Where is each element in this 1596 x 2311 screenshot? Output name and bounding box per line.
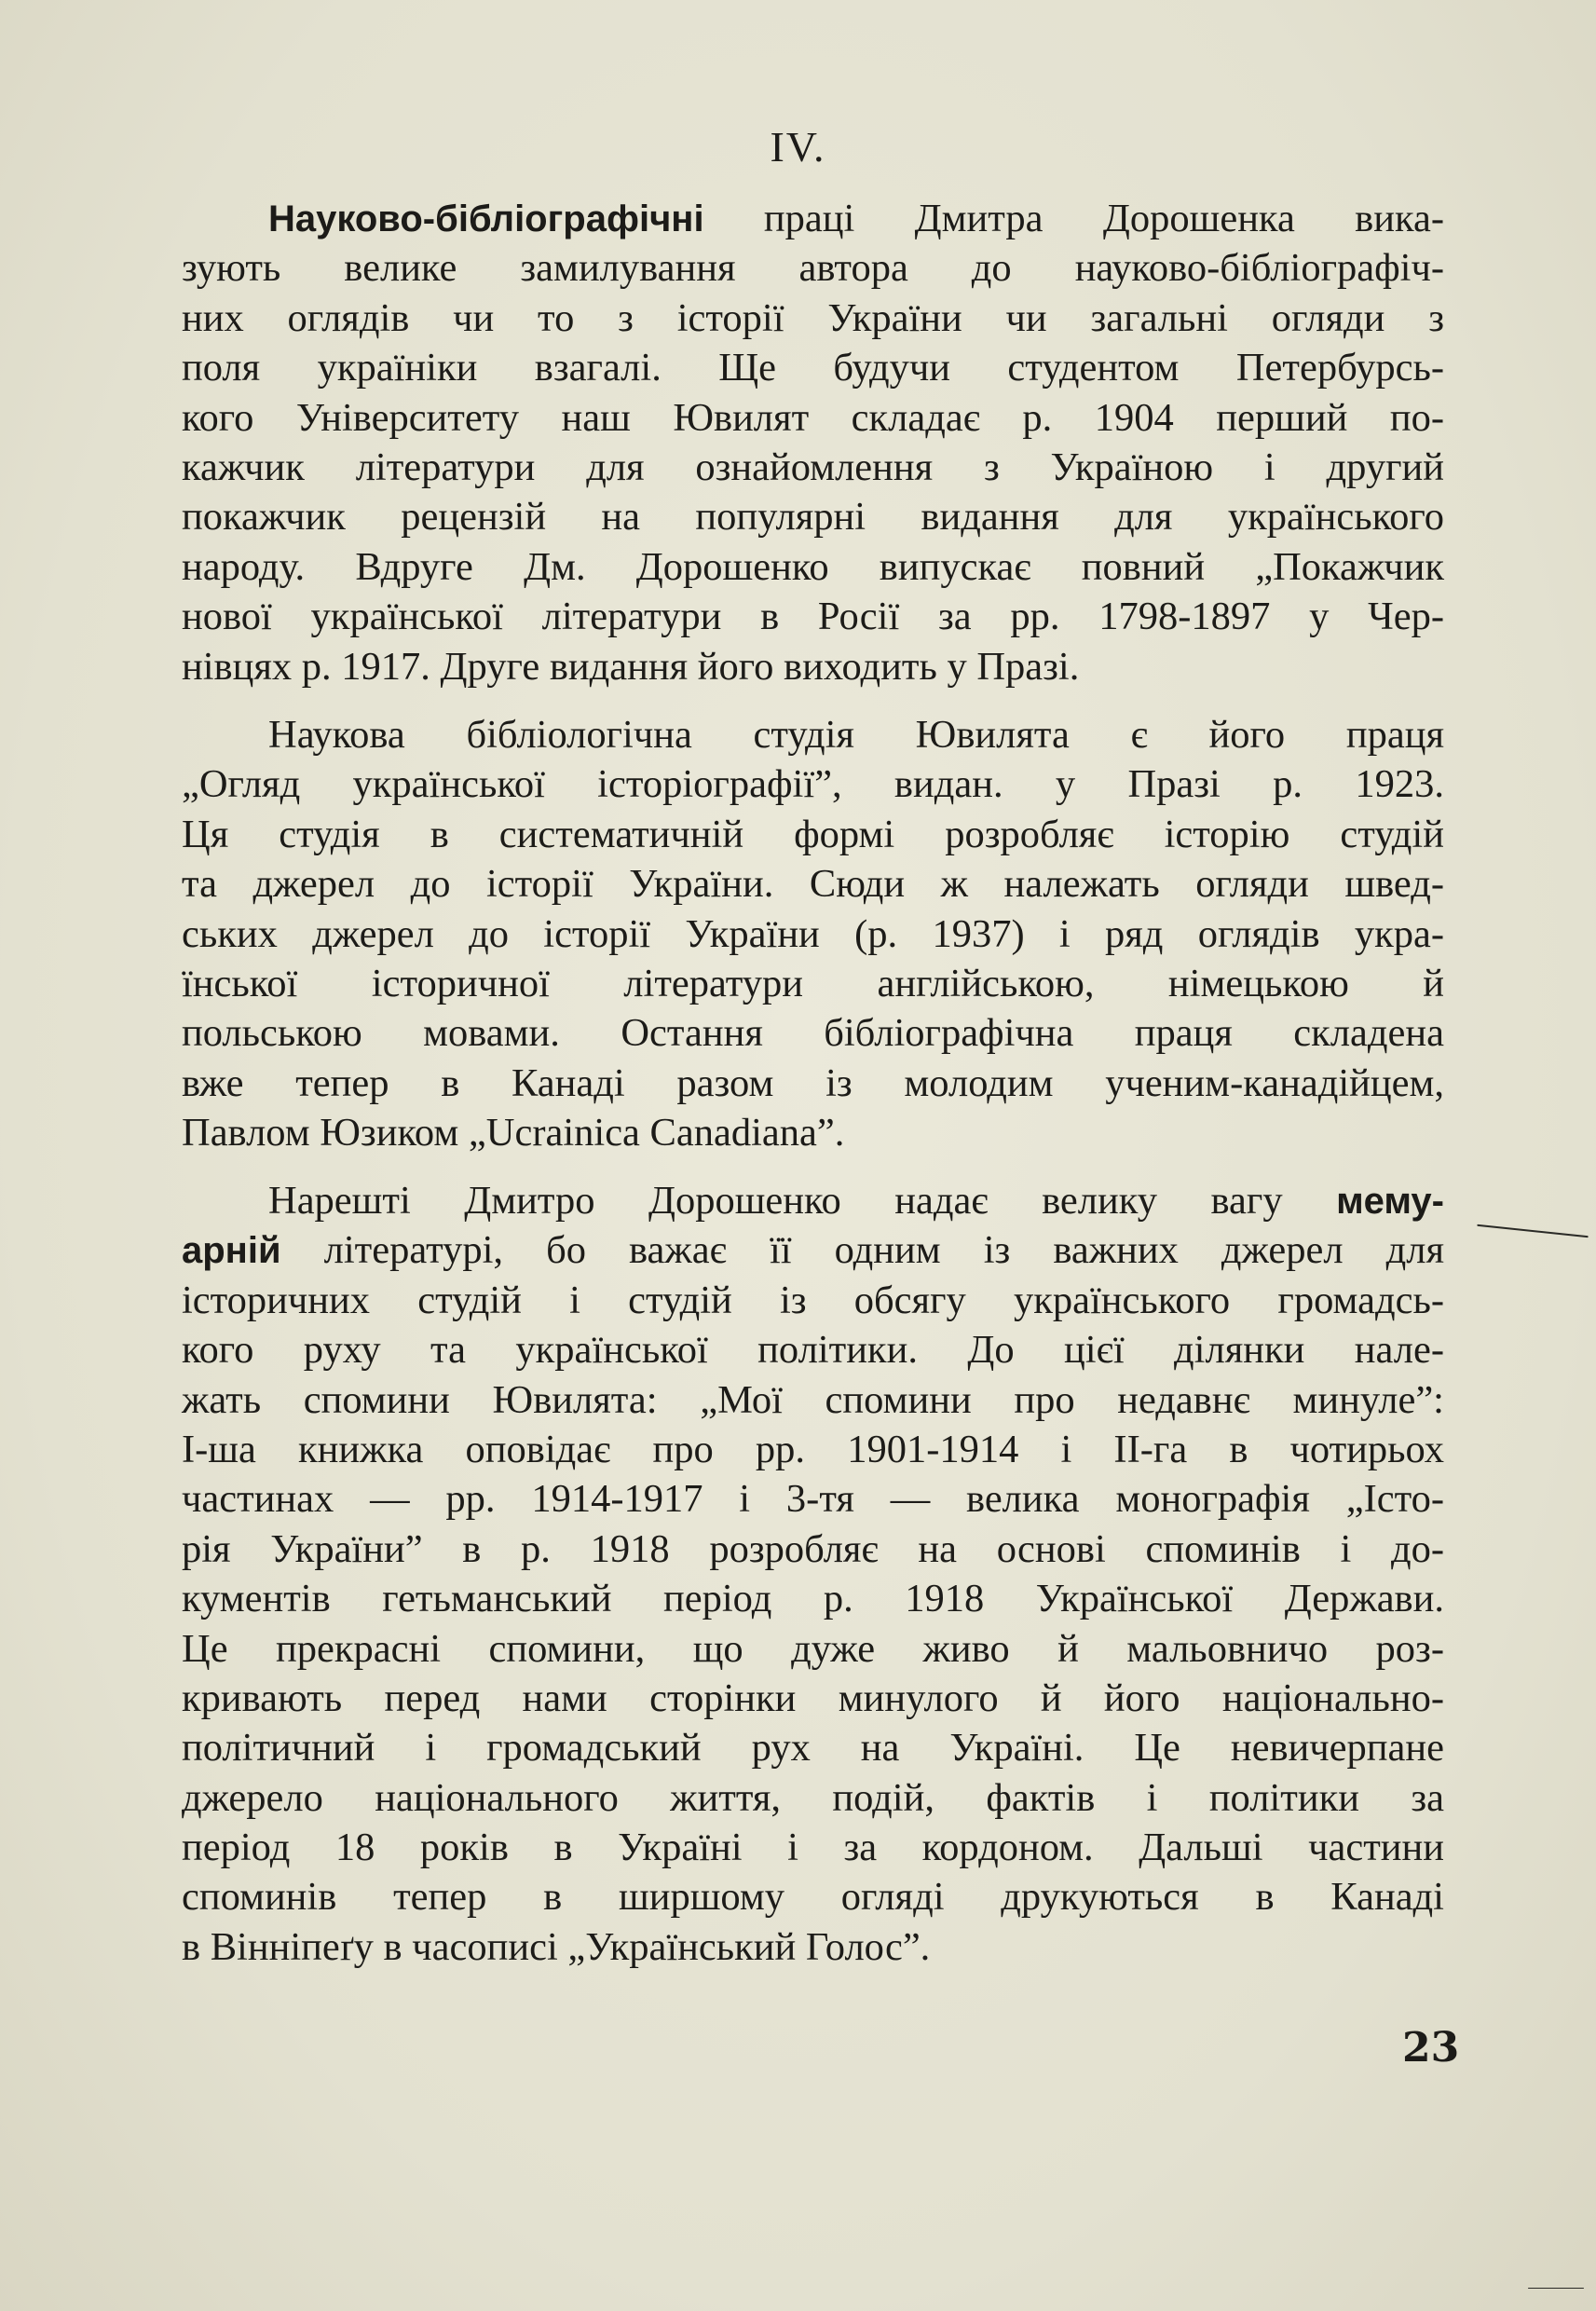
text-line: Науково-бібліографічні праці Дмитра Дорошенка вика- (268, 197, 1444, 240)
text-line: нової української літератури в Росії за рр. 1798-1897 у Чер- (182, 595, 1444, 639)
text-line: народу. Вдруге Дм. Дорошенко випускає повний „Покажчик (182, 544, 1444, 589)
text-line: Ця студія в систематичній формі розробляє історію студій (182, 812, 1444, 856)
text-line: кого руху та української політики. До цієї ділянки нале- (182, 1328, 1444, 1373)
paragraph-memoirs (182, 1176, 1444, 1972)
text-line: ських джерел до історії України (р. 1937) і ряд оглядів укра- (182, 911, 1444, 956)
text-line: в Вінніпеґу в часописі „Український Голос”. (182, 1924, 931, 1969)
text-line: зують велике замилування автора до науково-бібліографіч- (182, 246, 1444, 291)
text-line: частинах — рр. 1914-1917 і 3-тя — велика монографія „Істо- (182, 1477, 1444, 1522)
text-line: Це прекрасні спомини, що дуже живо й мальовничо роз- (182, 1626, 1444, 1671)
page-number: 23 (1402, 2024, 1460, 2072)
text-line: політичний і громадський рух на Україні. Це невичерпане (182, 1726, 1444, 1771)
text-line: рія України” в р. 1918 розробляє на основі споминів і до- (182, 1526, 1444, 1571)
text-line: історичних студій і студій із обсягу українського громадсь- (182, 1278, 1444, 1322)
section-numeral: IV. (770, 123, 826, 171)
text-line: Павлом Юзиком „Ucrainica Canadiana”. (182, 1111, 845, 1156)
scan-mark (1477, 1224, 1589, 1238)
paragraph-bibliographic-works (182, 194, 1444, 691)
text-line: Наукова бібліологічна студія Ювилята є його праця (268, 713, 1444, 757)
text-line: I-ша книжка оповідає про рр. 1901-1914 і II-га в чотирьох (182, 1427, 1444, 1471)
text-line: арній літературі, бо важає її одним із важних джерел для (182, 1228, 1444, 1273)
text-line: них оглядів чи то з історії України чи загальні огляди з (182, 295, 1444, 340)
text-line: джерело національного життя, подій, фактів і політики за (182, 1775, 1444, 1820)
text-line: період 18 років в Україні і за кордоном. Дальші частини (182, 1826, 1444, 1870)
text-line: нівцях р. 1917. Друге видання його виходить у Празі. (182, 644, 1080, 689)
bold-term: мему- (1336, 1181, 1444, 1222)
bold-term: арній (182, 1230, 281, 1272)
text-line: та джерел до історії України. Сюди ж належать огляди швед- (182, 862, 1444, 907)
text-line: кого Університету наш Ювилят складає р. 1904 перший по- (182, 395, 1444, 440)
text-line: польською мовами. Остання бібліографічна праця складена (182, 1011, 1444, 1056)
text-line: „Огляд української історіографії”, видан. у Празі р. 1923. (182, 762, 1444, 807)
text-line: їнської історичної літератури англійською, німецькою й (182, 961, 1444, 1005)
text-line: покажчик рецензій на популярні видання для українського (182, 495, 1444, 540)
scan-mark (1528, 2288, 1584, 2289)
text-line: вже тепер в Канаді разом із молодим учeним-канадійцем, (182, 1060, 1444, 1105)
text-line: жать спомини Ювилята: „Мої спомини про недавнє минуле”: (182, 1377, 1444, 1422)
paragraph-historiography (182, 710, 1444, 1158)
text-line: кривають перед нами сторінки минулого й його національно- (182, 1675, 1444, 1720)
text-line: кажчик літератури для ознайомлення з Україною і другий (182, 444, 1444, 489)
text-line: кументів гетьманський період р. 1918 Української Держави. (182, 1577, 1444, 1621)
bold-term: Науково-бібліографічні (268, 198, 704, 239)
text-line: Нарешті Дмитро Дорошенко надає велику вагу мему- (268, 1179, 1444, 1223)
text-line: поля україніки взагалі. Ще будучи студентом Петербурсь- (182, 346, 1444, 390)
text-line: споминів тепер в ширшому огляді друкуються в Канаді (182, 1875, 1444, 1920)
